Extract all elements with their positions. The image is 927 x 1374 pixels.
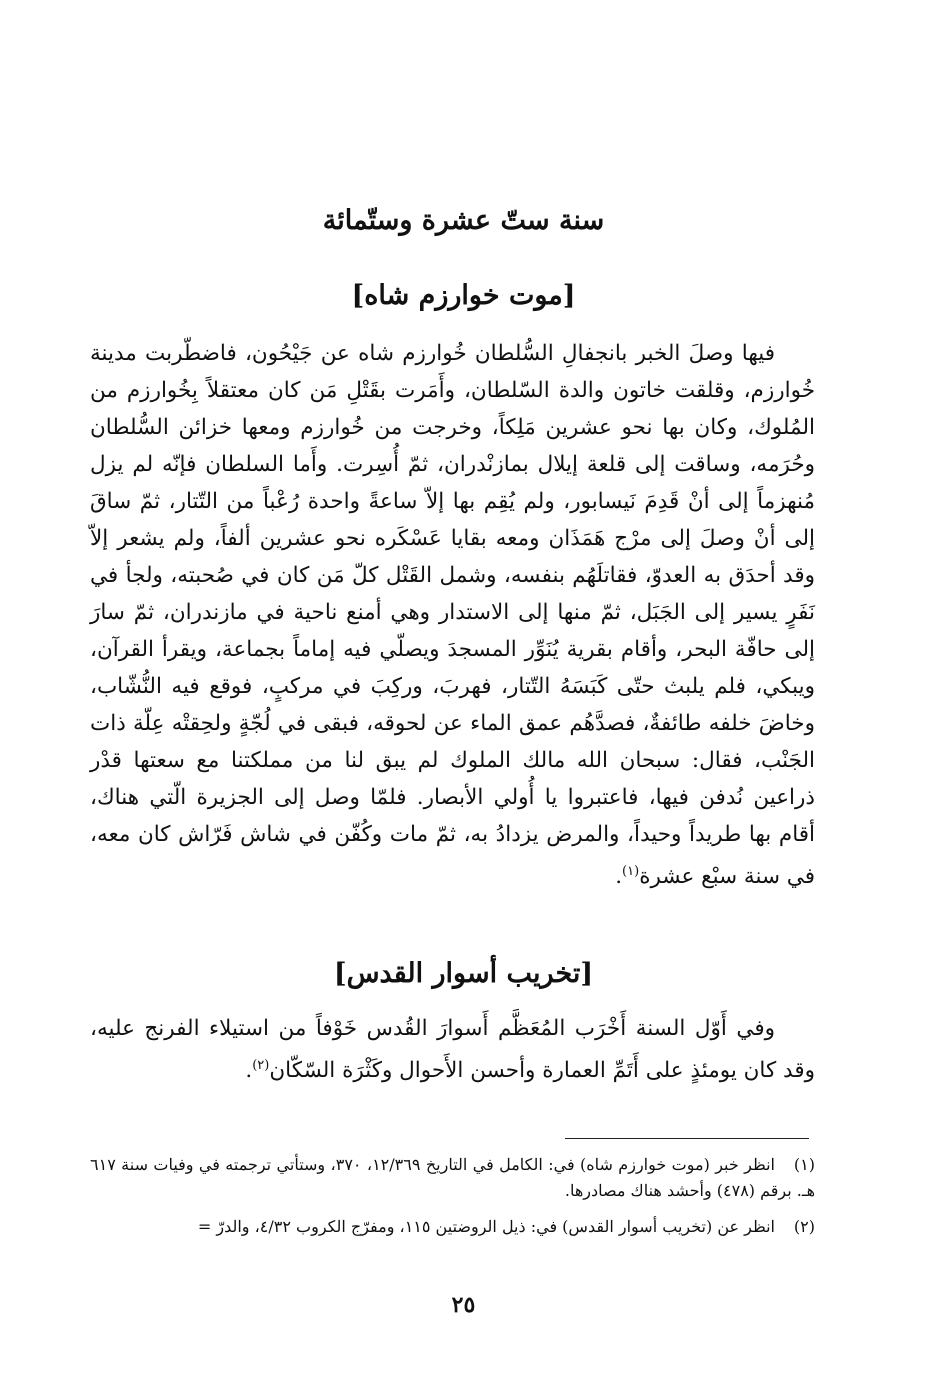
body-paragraph [90, 335, 815, 895]
paragraph-end: . [615, 864, 623, 890]
page-number: ٢٥ [451, 1292, 476, 1318]
footnote-number: (٢) [793, 1217, 815, 1236]
body-paragraph [90, 1010, 815, 1089]
year-heading: سنة ستّ عشرة وستّمائة [322, 205, 605, 236]
paragraph-end: . [245, 1058, 253, 1084]
footnote-text: انظر عن (تخريب أسوار القدس) في: ذيل الروضتين ١١٥، ومفرّج الكروب ٤/٣٢، والدرّ = [197, 1217, 775, 1236]
footnote [90, 1152, 815, 1204]
footnote-number: (١) [793, 1155, 815, 1174]
footnote-text: انظر خبر (موت خوارزم شاه) في: الكامل في التاريخ ١٢/٣٦٩، ٣٧٠، وستأتي ترجمته في وفيات سنة ٦١٧ هـ. برقم (٤٧٨) وأحشد هناك مصادرها. [90, 1155, 815, 1200]
footnote-reference[interactable]: (٢) [252, 1058, 270, 1073]
paragraph-text: فيها وصلَ الخبر بانجفالِ السُّلطان خُوارزم شاه عن جَيْحُون، فاضطّربت مدينة خُوارزم، وقلقت خاتون والدة السّلطان، وأَمَرت بقَتْلِ مَن كان معتقلاً بِخُوارزم من المُلوك، وكان بها نحو عشرين مَلِكاً، وخرجت من خُوارزم ومعها خزائن السُّلطان وحُرَمه، وساقت إلى قلعة إيلال بمازنْدران، ثمّ أُسِرت. وأَما السلطان فإنّه لم يزل مُنهزماً إلى أنْ قَدِمَ نَيسابور، ولم يُقِم بها إلاّ ساعةً واحدة رُعْباً من التّتار، ثمّ ساقَ إلى أنْ وصلَ إلى مرْج هَمَذَان ومعه بقايا عَسْكَره نحو عشرين ألفاً، ولم يشعر إلاّ وقد أحدَق به العدوّ، فقاتلَهُم بنفسه، وشمل القَتْل كلّ مَن كان في صُحبته، ولجأ في نَفَرٍ يسير إلى الجَبَل، ثمّ منها إلى الاستدار وهي أمنع ناحية في مازندران، ثمّ سارَ إلى حافّة البحر، وأقام بقرية يُنَوِّر المسجدَ ويصلّي فيه إماماً بجماعة، ويقرأ القرآن، ويبكي، فلم يلبث حتّى كَبَسَهُ التّتار، فهربَ، وركِبَ في مركبٍ، فوقع فيه النُّشّاب، وخاضَ خلفه طائفةٌ، فصدَّهُم عمق الماء عن لحوقه، فبقى في لُجّةٍ ولحِقتْه عِلّة ذات الجَنْب، فقال: سبحان الله مالك الملوك لم يبق لنا من مملكتنا مع سعتها قدْر ذراعين نُدفن فيها، فاعتبروا يا أُولي الأبصار. فلمّا وصل إلى الجزيرة الّتي هناك، أقام بها طريداً وحيداً، والمرض يزدادُ به، ثمّ مات وكُفّن في شاش فَرّاش كان معه، في سنة سبْع عشرة [90, 341, 815, 890]
section-heading-death-of-khwarazm-shah: [موت خوارزم شاه] [351, 280, 576, 311]
footnote-reference[interactable]: (١) [622, 864, 640, 879]
footnote [90, 1214, 815, 1240]
paragraph-text: وفي أَوّل السنة أَخْرَب المُعَظَّم أَسوارَ القُدس خَوْفاً من استيلاء الفرنج عليه، وقد كان يومئذٍ على أَتَمِّ العمارة وأحسن الأَحوال وكَثْرَة السّكّان [90, 1016, 815, 1084]
section-heading-destruction-of-jerusalem-walls: [تخريب أسوار القدس] [333, 958, 594, 989]
footnote-divider [565, 1138, 809, 1139]
